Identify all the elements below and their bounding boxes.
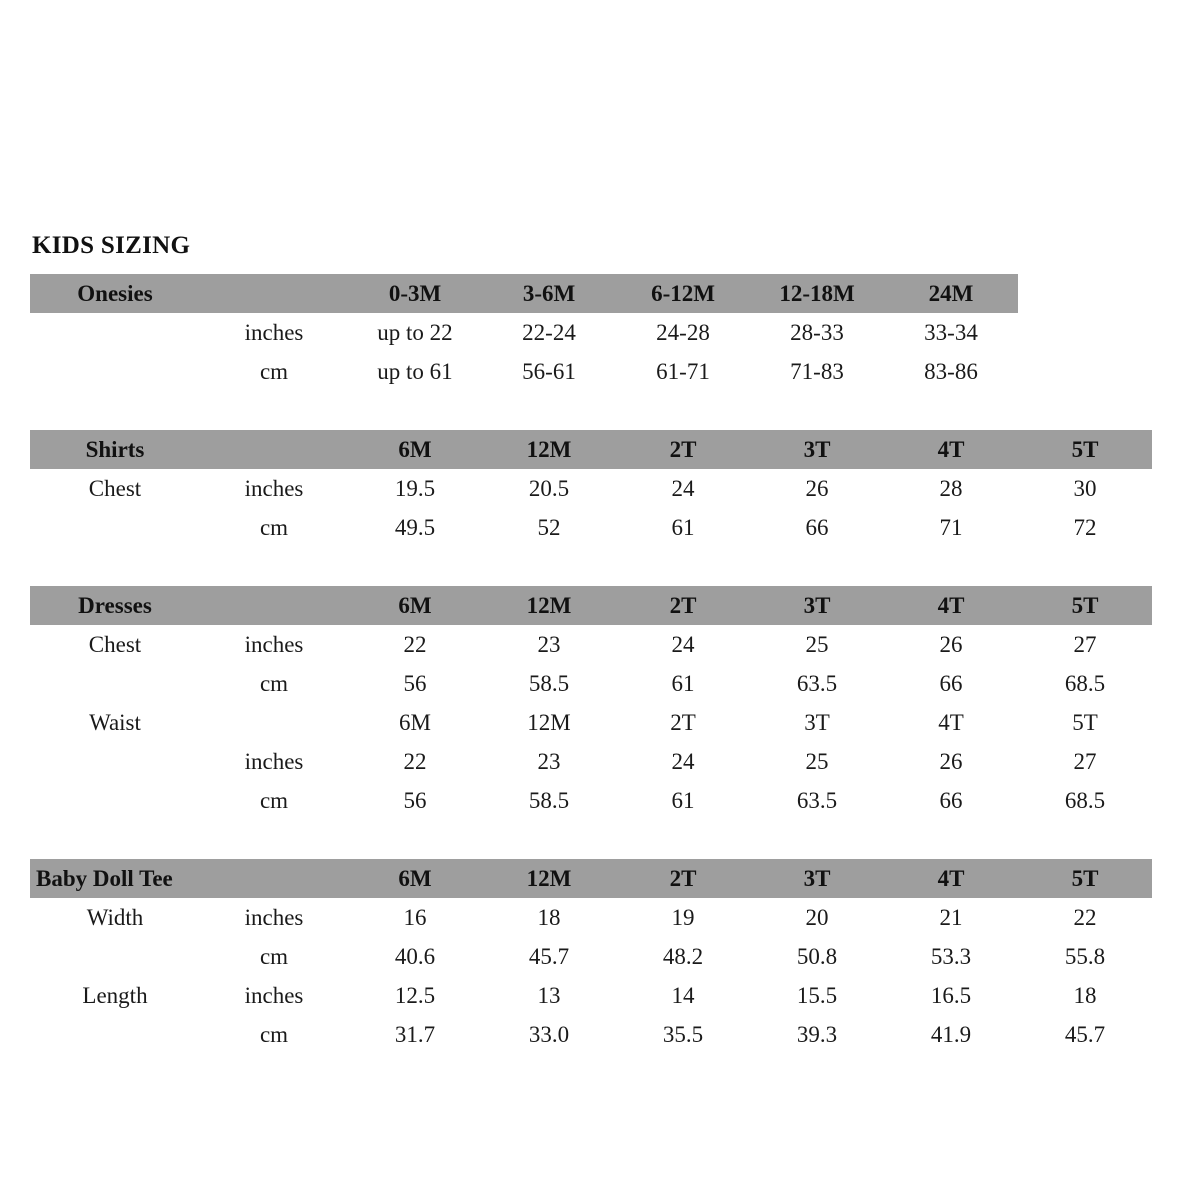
unit-label-cell: inches <box>244 475 304 501</box>
measurement-cell: 23 <box>537 631 561 657</box>
spacer-cell <box>30 547 1152 586</box>
measurement-cell: 66 <box>939 670 963 696</box>
measurement-cell: 15.5 <box>796 982 838 1008</box>
measurement-cell: 61 <box>671 670 695 696</box>
section-spacer <box>30 547 1152 586</box>
measurement-cell: 49.5 <box>394 514 436 540</box>
measure-label-cell: Chest <box>88 475 142 501</box>
measurement-cell: 12M <box>527 709 571 735</box>
table-row <box>30 469 1152 508</box>
measurement-cell: up to 61 <box>377 358 453 384</box>
measurement-cell: 83-86 <box>924 358 978 384</box>
size-header-cell: 6-12M <box>616 274 750 313</box>
measurement-cell: 24 <box>671 475 695 501</box>
measurement-cell: 71 <box>939 514 963 540</box>
unit-label-cell: inches <box>244 904 304 930</box>
measurement-cell: 16 <box>403 904 427 930</box>
measure-label-cell <box>30 742 200 781</box>
size-header-cell: 6M <box>348 586 482 625</box>
measurement-cell: 61-71 <box>656 358 710 384</box>
measure-label-cell: Length <box>82 982 148 1008</box>
size-header-cell: 12M <box>482 586 616 625</box>
section-spacer <box>30 820 1152 859</box>
measurement-cell: 12.5 <box>394 982 436 1008</box>
measurement-cell: 20 <box>805 904 829 930</box>
measurement-cell: 18 <box>1073 982 1097 1008</box>
measurement-cell: 25 <box>805 631 829 657</box>
measurement-cell: 28 <box>939 475 963 501</box>
size-header-cell: 12M <box>482 859 616 898</box>
size-header-cell: 6M <box>348 859 482 898</box>
measurement-cell: 66 <box>939 787 963 813</box>
size-header-cell: 24M <box>884 274 1018 313</box>
measurement-cell: 28-33 <box>790 319 844 345</box>
unit-label-cell: inches <box>244 631 304 657</box>
measure-label-cell <box>30 508 200 547</box>
section-header-unit-cell <box>200 859 348 898</box>
header-blank-cell <box>1018 274 1152 313</box>
size-header-cell: 3-6M <box>482 274 616 313</box>
sizing-chart-page <box>30 232 1170 1054</box>
measurement-cell: 56-61 <box>522 358 576 384</box>
measurement-cell: 33.0 <box>528 1021 570 1047</box>
table-row <box>30 508 1152 547</box>
size-header-cell: 12-18M <box>750 274 884 313</box>
measurement-cell: 24 <box>671 631 695 657</box>
measure-label-cell: Chest <box>88 631 142 657</box>
table-row <box>30 703 1152 742</box>
measure-label-cell <box>30 781 200 820</box>
measurement-cell: 55.8 <box>1064 943 1106 969</box>
measurement-cell: 61 <box>671 514 695 540</box>
measurement-cell: 22 <box>403 631 427 657</box>
measurement-cell: 30 <box>1073 475 1097 501</box>
measurement-cell: 63.5 <box>796 670 838 696</box>
section-header-unit-cell <box>200 274 348 313</box>
measurement-cell: 16.5 <box>930 982 972 1008</box>
measurement-cell: 4T <box>938 709 964 735</box>
measurement-cell: 61 <box>671 787 695 813</box>
unit-label-cell: cm <box>259 1021 289 1047</box>
measurement-cell: 53.3 <box>930 943 972 969</box>
measurement-cell: up to 22 <box>377 319 453 345</box>
table-body <box>30 274 1152 1054</box>
section-name: Dresses <box>30 586 200 625</box>
size-header-cell: 3T <box>750 430 884 469</box>
measurement-cell: 25 <box>805 748 829 774</box>
measurement-cell: 23 <box>537 748 561 774</box>
section-spacer <box>30 391 1152 430</box>
section-header-row <box>30 859 1152 898</box>
section-header-unit-cell <box>200 586 348 625</box>
kids-sizing-table <box>30 274 1152 1054</box>
size-header-cell: 4T <box>884 430 1018 469</box>
section-header-row <box>30 274 1152 313</box>
measurement-cell: 22 <box>403 748 427 774</box>
section-header-unit-cell <box>200 430 348 469</box>
measure-label-cell <box>30 352 200 391</box>
table-row <box>30 781 1152 820</box>
table-row <box>30 352 1152 391</box>
size-header-cell: 2T <box>616 859 750 898</box>
measure-label-cell: Waist <box>89 709 141 735</box>
table-row <box>30 742 1152 781</box>
measurement-cell: 27 <box>1073 631 1097 657</box>
size-header-cell: 5T <box>1018 859 1152 898</box>
measurement-cell: 45.7 <box>1064 1021 1106 1047</box>
unit-label-cell: cm <box>259 514 289 540</box>
section-header-row <box>30 430 1152 469</box>
measurement-cell: 66 <box>805 514 829 540</box>
table-row <box>30 313 1152 352</box>
measurement-cell: 14 <box>671 982 695 1008</box>
measurement-cell: 41.9 <box>930 1021 972 1047</box>
measurement-cell: 50.8 <box>796 943 838 969</box>
measurement-cell: 56 <box>403 787 427 813</box>
unit-label-cell: cm <box>259 670 289 696</box>
table-row <box>30 664 1152 703</box>
measurement-cell: 20.5 <box>528 475 570 501</box>
section-name: Shirts <box>30 430 200 469</box>
measure-label-cell <box>30 937 200 976</box>
measurement-cell: 3T <box>804 709 830 735</box>
size-header-cell: 5T <box>1018 430 1152 469</box>
measurement-cell: 40.6 <box>394 943 436 969</box>
measurement-cell: 21 <box>939 904 963 930</box>
measurement-cell: 45.7 <box>528 943 570 969</box>
measurement-cell: 68.5 <box>1064 670 1106 696</box>
measurement-cell: 71-83 <box>790 358 844 384</box>
table-row <box>30 625 1152 664</box>
measurement-cell: 39.3 <box>796 1021 838 1047</box>
measurement-cell: 24-28 <box>656 319 710 345</box>
section-name: Baby Doll Tee <box>30 859 200 898</box>
size-header-cell: 2T <box>616 586 750 625</box>
measurement-cell: 31.7 <box>394 1021 436 1047</box>
table-row <box>30 937 1152 976</box>
measure-label-cell <box>30 313 200 352</box>
measurement-cell: 24 <box>671 748 695 774</box>
measurement-cell: 22-24 <box>522 319 576 345</box>
spacer-cell <box>30 391 1152 430</box>
measurement-cell: 22 <box>1073 904 1097 930</box>
size-header-cell: 3T <box>750 859 884 898</box>
measurement-cell: 26 <box>805 475 829 501</box>
measurement-cell: 6M <box>399 709 431 735</box>
measurement-cell: 26 <box>939 748 963 774</box>
table-row <box>30 898 1152 937</box>
unit-label-cell: cm <box>259 943 289 969</box>
measurement-cell: 2T <box>670 709 696 735</box>
measurement-cell: 13 <box>537 982 561 1008</box>
measurement-cell: 52 <box>537 514 561 540</box>
unit-label-cell: inches <box>244 748 304 774</box>
measurement-cell: 68.5 <box>1064 787 1106 813</box>
measurement-cell: 18 <box>537 904 561 930</box>
size-header-cell: 3T <box>750 586 884 625</box>
size-header-cell: 4T <box>884 586 1018 625</box>
size-header-cell: 0-3M <box>348 274 482 313</box>
unit-label-cell: inches <box>244 319 304 345</box>
section-header-row <box>30 586 1152 625</box>
unit-label-cell: inches <box>244 982 304 1008</box>
unit-label-cell <box>200 703 348 742</box>
measurement-cell <box>1018 313 1152 352</box>
size-header-cell: 12M <box>482 430 616 469</box>
page-title: KIDS SIZING <box>32 232 191 259</box>
size-header-cell: 5T <box>1018 586 1152 625</box>
unit-label-cell: cm <box>259 358 289 384</box>
measurement-cell: 56 <box>403 670 427 696</box>
table-row <box>30 976 1152 1015</box>
measurement-cell: 58.5 <box>528 787 570 813</box>
size-header-cell: 4T <box>884 859 1018 898</box>
size-header-cell: 2T <box>616 430 750 469</box>
measure-label-cell: Width <box>86 904 144 930</box>
size-header-cell: 6M <box>348 430 482 469</box>
measurement-cell: 48.2 <box>662 943 704 969</box>
measurement-cell: 27 <box>1073 748 1097 774</box>
unit-label-cell: cm <box>259 787 289 813</box>
measurement-cell: 35.5 <box>662 1021 704 1047</box>
spacer-cell <box>30 820 1152 859</box>
measurement-cell: 72 <box>1073 514 1097 540</box>
measurement-cell: 33-34 <box>924 319 978 345</box>
measurement-cell <box>1018 352 1152 391</box>
measurement-cell: 19 <box>671 904 695 930</box>
measure-label-cell <box>30 664 200 703</box>
table-row <box>30 1015 1152 1054</box>
measure-label-cell <box>30 1015 200 1054</box>
section-name: Onesies <box>30 274 200 313</box>
measurement-cell: 26 <box>939 631 963 657</box>
measurement-cell: 19.5 <box>394 475 436 501</box>
measurement-cell: 5T <box>1072 709 1098 735</box>
measurement-cell: 58.5 <box>528 670 570 696</box>
measurement-cell: 63.5 <box>796 787 838 813</box>
